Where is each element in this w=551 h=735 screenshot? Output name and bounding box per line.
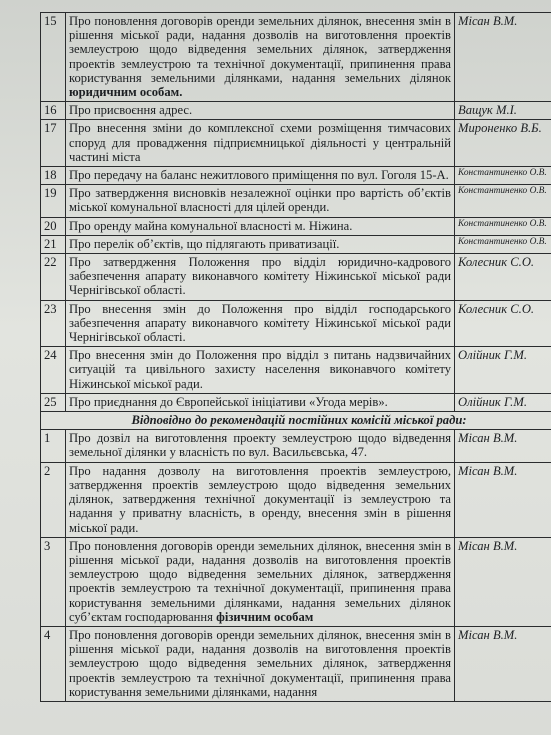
item-title-text: Про передачу на баланс нежитлового приміщення по вул. Гоголя 15-А. xyxy=(69,168,449,183)
item-responsible: Ващук М.І. xyxy=(455,102,551,120)
item-responsible: Колесник С.О. xyxy=(455,300,551,347)
item-title-text: Про присвоєння адрес. xyxy=(69,103,193,118)
item-title-emphasis: юридичним особам. xyxy=(69,85,183,100)
item-title xyxy=(66,235,455,253)
item-title xyxy=(66,300,455,347)
agenda-row xyxy=(41,120,551,167)
item-title-text: Про поновлення договорів оренди земельних ділянок, внесення змін в рішення міської ради, надання дозволів на виготовлення проектів землеустрою щодо відведення земельних ділянок, затвердження проектів землеустрою та технічної документації, припинення права користування земельними ділянками, надання xyxy=(69,627,451,699)
agenda-rows-top xyxy=(41,13,551,412)
item-number: 20 xyxy=(41,217,66,235)
item-responsible: Константиненко О.В. xyxy=(455,217,551,235)
agenda-row xyxy=(41,217,551,235)
item-responsible: Константиненко О.В. xyxy=(455,167,551,185)
item-responsible: Місан В.М. xyxy=(455,462,551,537)
item-responsible: Колесник С.О. xyxy=(455,254,551,301)
item-title-text: Про оренду майна комунальної власності м. Ніжина. xyxy=(69,218,353,233)
item-title-text: Про перелік об’єктів, що підлягають приватизації. xyxy=(69,236,340,251)
section-heading-row xyxy=(41,412,551,430)
agenda-row xyxy=(41,13,551,102)
item-title-text: Про внесення змін до Положення про відділ господарського забезпечення апарату виконавчого комітету Ніжинської міської ради Чернігівської області. xyxy=(69,301,451,345)
agenda-row xyxy=(41,167,551,185)
agenda-row xyxy=(41,254,551,301)
item-title-text: Про приєднання до Європейської ініціативи «Угода мерів». xyxy=(69,394,388,409)
item-title-text: Про дозвіл на виготовлення проекту землеустрою щодо відведення земельної ділянки у власність по вул. Васильєвська, 47. xyxy=(69,431,451,460)
section-heading: Відповідно до рекомендацій постійних комісій міської ради: xyxy=(41,412,551,430)
item-number: 18 xyxy=(41,167,66,185)
item-responsible: Місан В.М. xyxy=(455,430,551,462)
item-title xyxy=(66,430,455,462)
item-responsible: Мироненко В.Б. xyxy=(455,120,551,167)
item-number: 23 xyxy=(41,300,66,347)
item-title xyxy=(66,13,455,102)
agenda-row xyxy=(41,626,551,701)
item-title-text: Про поновлення договорів оренди земельних ділянок, внесення змін в рішення міської ради, надання дозволів на виготовлення проектів землеустрою щодо відведення земельних ділянок, затвердження проектів землеустрою та технічної документації, припинення права користування земельними ділянками, надання земельних ділянок xyxy=(69,14,451,85)
item-title xyxy=(66,102,455,120)
item-number: 25 xyxy=(41,393,66,411)
agenda-row xyxy=(41,235,551,253)
section-heading-group xyxy=(41,412,551,430)
agenda-row xyxy=(41,347,551,394)
item-responsible: Місан В.М. xyxy=(455,537,551,626)
agenda-row xyxy=(41,537,551,626)
item-title-text: Про затвердження висновків незалежної оцінки про вартість об’єктів міської комунальної власності для цілей оренди. xyxy=(69,186,451,215)
item-number: 3 xyxy=(41,537,66,626)
item-title-text: Про надання дозволу на виготовлення проектів землеустрою, затвердження проектів землеустрою щодо відведення земельних ділянок, затвердження технічної документації із землеустрою та надання у приватну власність, в оренду, внесення змін в рішення міської ради. xyxy=(69,463,451,535)
item-title xyxy=(66,537,455,626)
item-number: 19 xyxy=(41,185,66,217)
item-responsible: Олійник Г.М. xyxy=(455,393,551,411)
item-number: 17 xyxy=(41,120,66,167)
item-responsible: Місан В.М. xyxy=(455,626,551,701)
item-title xyxy=(66,347,455,394)
item-title-emphasis: фізичним особам xyxy=(216,609,314,624)
item-number: 1 xyxy=(41,430,66,462)
agenda-rows-bottom xyxy=(41,430,551,702)
item-number: 22 xyxy=(41,254,66,301)
item-title xyxy=(66,217,455,235)
item-number: 4 xyxy=(41,626,66,701)
item-title xyxy=(66,462,455,537)
agenda-row xyxy=(41,462,551,537)
agenda-row xyxy=(41,393,551,411)
item-title-text: Про внесення змін до Положення про відділ з питань надзвичайних ситуацій та цивільного захисту населення виконавчого комітету Ніжинської міської ради. xyxy=(69,348,451,391)
agenda-table xyxy=(40,12,551,702)
item-title xyxy=(66,626,455,701)
agenda-row xyxy=(41,430,551,462)
agenda-row xyxy=(41,300,551,347)
item-title xyxy=(66,185,455,217)
item-number: 2 xyxy=(41,462,66,537)
item-title xyxy=(66,393,455,411)
item-title xyxy=(66,167,455,185)
item-responsible: Константиненко О.В. xyxy=(455,185,551,217)
agenda-row xyxy=(41,185,551,217)
item-number: 24 xyxy=(41,347,66,394)
item-responsible: Олійник Г.М. xyxy=(455,347,551,394)
item-number: 21 xyxy=(41,235,66,253)
item-title xyxy=(66,120,455,167)
item-title-text: Про поновлення договорів оренди земельних ділянок, внесення змін в рішення міської ради, надання дозволів на виготовлення проектів землеустрою щодо відведення земельних ділянок, затвердження проектів землеустрою та технічної документації, припинення права користування земельними ділянками, надання земельних ділянок суб’єктам господарювання xyxy=(69,538,451,624)
item-title-text: Про внесення зміни до комплексної схеми розміщення тимчасових споруд для провадження підприємницької діяльності у центральній частині міста xyxy=(69,121,451,164)
item-responsible: Місан В.М. xyxy=(455,13,551,102)
agenda-row xyxy=(41,102,551,120)
item-number: 16 xyxy=(41,102,66,120)
item-responsible: Константиненко О.В. xyxy=(455,235,551,253)
item-number: 15 xyxy=(41,13,66,102)
item-title xyxy=(66,254,455,301)
item-title-text: Про затвердження Положення про відділ юридично-кадрового забезпечення апарату виконавчого комітету Ніжинської міської ради Чернігівської області. xyxy=(69,255,451,298)
